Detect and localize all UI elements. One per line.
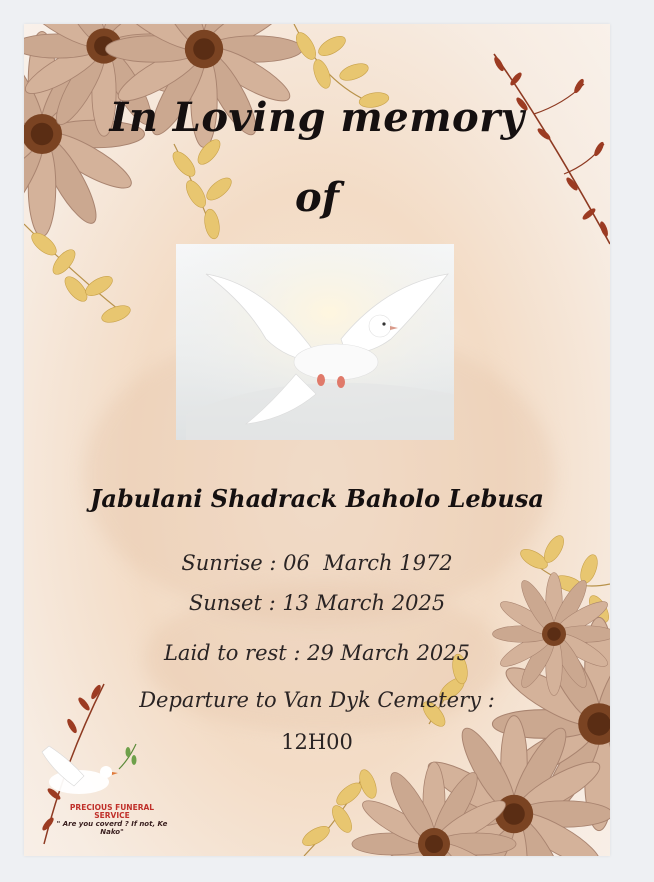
funeral-service-logo xyxy=(52,804,172,836)
departure-text: Departure to Van Dyk Cemetery : xyxy=(139,688,495,712)
memorial-card xyxy=(24,24,610,856)
deceased-name: Jabulani Shadrack Baholo Lebusa xyxy=(90,484,544,513)
flower-bottom-right xyxy=(352,573,610,857)
heading-line-1: In Loving memory xyxy=(109,94,525,141)
laid-to-rest-date: Laid to rest : 29 March 2025 xyxy=(163,641,471,665)
sunrise-date: Sunrise : 06 March 1972 xyxy=(181,551,453,575)
gold-leaves-left xyxy=(24,224,132,326)
heading-line-2: of xyxy=(295,174,339,221)
logo-tagline: " Are you coverd ? If not, Ke Nako" xyxy=(56,820,168,836)
departure-time: 12H00 xyxy=(281,730,353,754)
logo-company-name: PRECIOUS FUNERAL SERVICE xyxy=(69,803,155,820)
sunset-date: Sunset : 13 March 2025 xyxy=(188,591,446,615)
dove-photo xyxy=(176,244,454,440)
white-dove-photo xyxy=(176,244,454,440)
